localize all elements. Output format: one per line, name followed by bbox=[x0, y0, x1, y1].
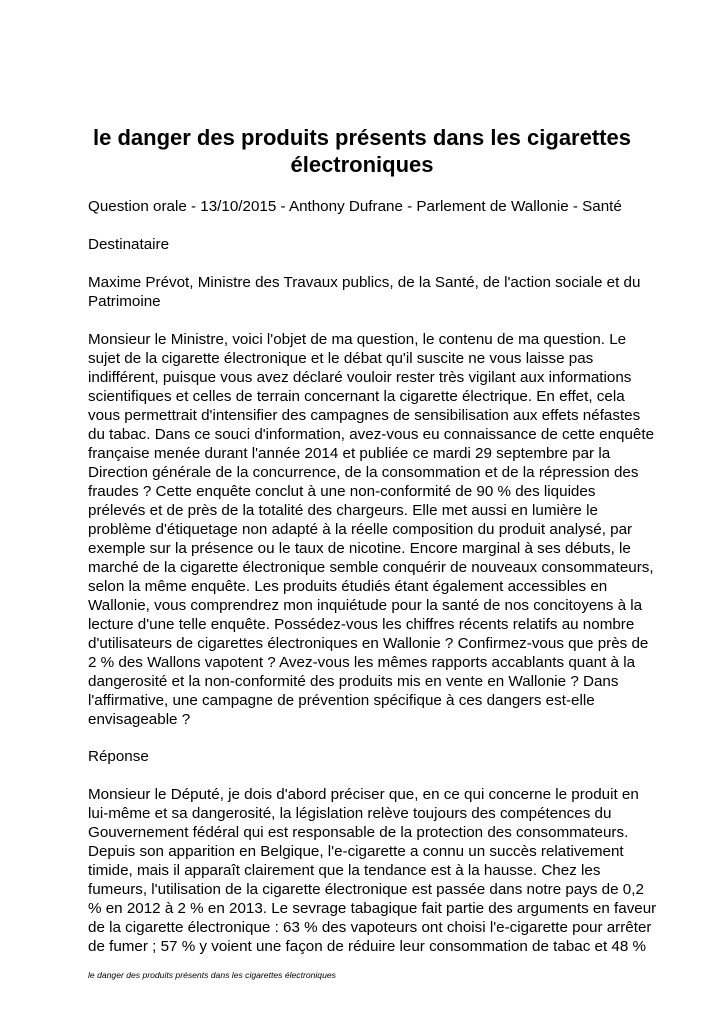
question-line: lecture d'une telle enquête. Possédez-vous les chiffres récents relatifs au nombre bbox=[88, 616, 635, 633]
title-line: le danger des produits présents dans les cigarettes bbox=[93, 125, 631, 150]
question-line: 2 % des Wallons vapotent ? Avez-vous les mêmes rapports accablants quant à la bbox=[88, 654, 636, 671]
question-line: Direction générale de la concurrence, de la consommation et de la répression des bbox=[88, 464, 639, 481]
question-line: envisageable ? bbox=[88, 711, 191, 728]
answer-line: timide, mais il apparaît clairement que la tendance est à la hausse. Chez les bbox=[88, 862, 601, 879]
answer-heading: Réponse bbox=[88, 748, 149, 765]
question-line: exemple sur la présence ou le taux de nicotine. Encore marginal à ses débuts, le bbox=[88, 540, 631, 557]
answer-line: Depuis son apparition en Belgique, l'e-cigarette a connu un succès relativement bbox=[88, 843, 624, 860]
answer-line: Monsieur le Député, je dois d'abord préciser que, en ce qui concerne le produit en bbox=[88, 786, 639, 803]
question-line: scientifiques et celles de terrain concernant la cigarette électrique. En effet, cela bbox=[88, 388, 625, 405]
answer-text bbox=[88, 785, 688, 956]
answer-line: Gouvernement fédéral qui est responsable de la protection des consommateurs. bbox=[88, 824, 629, 841]
question-line: d'utilisateurs de cigarettes électroniques en Wallonie ? Confirmez-vous que près de bbox=[88, 635, 649, 652]
question-text bbox=[88, 330, 688, 729]
answer-line: lui-même et sa dangerosité, la législation relève toujours des compétences du bbox=[88, 805, 612, 822]
question-line: marché de la cigarette électronique semble conquérir de nouveaux consommateurs, bbox=[88, 559, 654, 576]
question-line: du tabac. Dans ce souci d'information, avez-vous eu connaissance de cette enquête bbox=[88, 426, 655, 443]
answer-line: de la cigarette électronique : 63 % des vapoteurs ont choisi l'e-cigarette pour arrêter bbox=[88, 919, 652, 936]
recipient-heading: Destinataire bbox=[88, 236, 170, 253]
answer-line: fumeurs, l'utilisation de la cigarette électronique est passée dans notre pays de 0,2 bbox=[88, 881, 644, 898]
recipient-line: Patrimoine bbox=[88, 293, 161, 310]
question-line: l'affirmative, une campagne de prévention spécifique à ces dangers est-elle bbox=[88, 692, 595, 709]
question-line: prélevés et de près de la totalité des chargeurs. Elle met aussi en lumière le bbox=[88, 502, 598, 519]
question-line: problème d'étiquetage non adapté à la réelle composition du produit analysé, par bbox=[88, 521, 633, 538]
question-line: vous permettrait d'intensifier des campagnes de sensibilisation aux effets néfastes bbox=[88, 407, 641, 424]
recipient-text bbox=[88, 273, 688, 311]
question-line: sujet de la cigarette électronique et le débat qu'il suscite ne vous laisse pas bbox=[88, 350, 594, 367]
page-footer: le danger des produits présents dans les cigarettes électroniques bbox=[88, 970, 336, 980]
recipient-line: Maxime Prévot, Ministre des Travaux publics, de la Santé, de l'action sociale et du bbox=[88, 274, 641, 291]
question-line: française menée durant l'année 2014 et publiée ce mardi 29 septembre par la bbox=[88, 445, 611, 462]
answer-line: % en 2012 à 2 % en 2013. Le sevrage tabagique fait partie des arguments en faveur bbox=[88, 900, 657, 917]
question-line: indifférent, puisque vous avez déclaré vouloir rester très vigilant aux informations bbox=[88, 369, 632, 386]
question-meta: Question orale - 13/10/2015 - Anthony Dufrane - Parlement de Wallonie - Santé bbox=[88, 198, 622, 215]
title-line: électroniques bbox=[290, 152, 434, 177]
question-line: selon la même enquête. Les produits étudiés étant également accessibles en bbox=[88, 578, 608, 595]
question-line: Wallonie, vous comprendrez mon inquiétude pour la santé de nos concitoyens à la bbox=[88, 597, 643, 614]
question-line: fraudes ? Cette enquête conclut à une non-conformité de 90 % des liquides bbox=[88, 483, 596, 500]
question-line: dangerosité et la non-conformité des produits mis en vente en Wallonie ? Dans bbox=[88, 673, 619, 690]
question-line: Monsieur le Ministre, voici l'objet de ma question, le contenu de ma question. Le bbox=[88, 331, 627, 348]
document-title bbox=[88, 124, 636, 178]
answer-line: de fumer ; 57 % y voient une façon de réduire leur consommation de tabac et 48 % bbox=[88, 938, 647, 955]
